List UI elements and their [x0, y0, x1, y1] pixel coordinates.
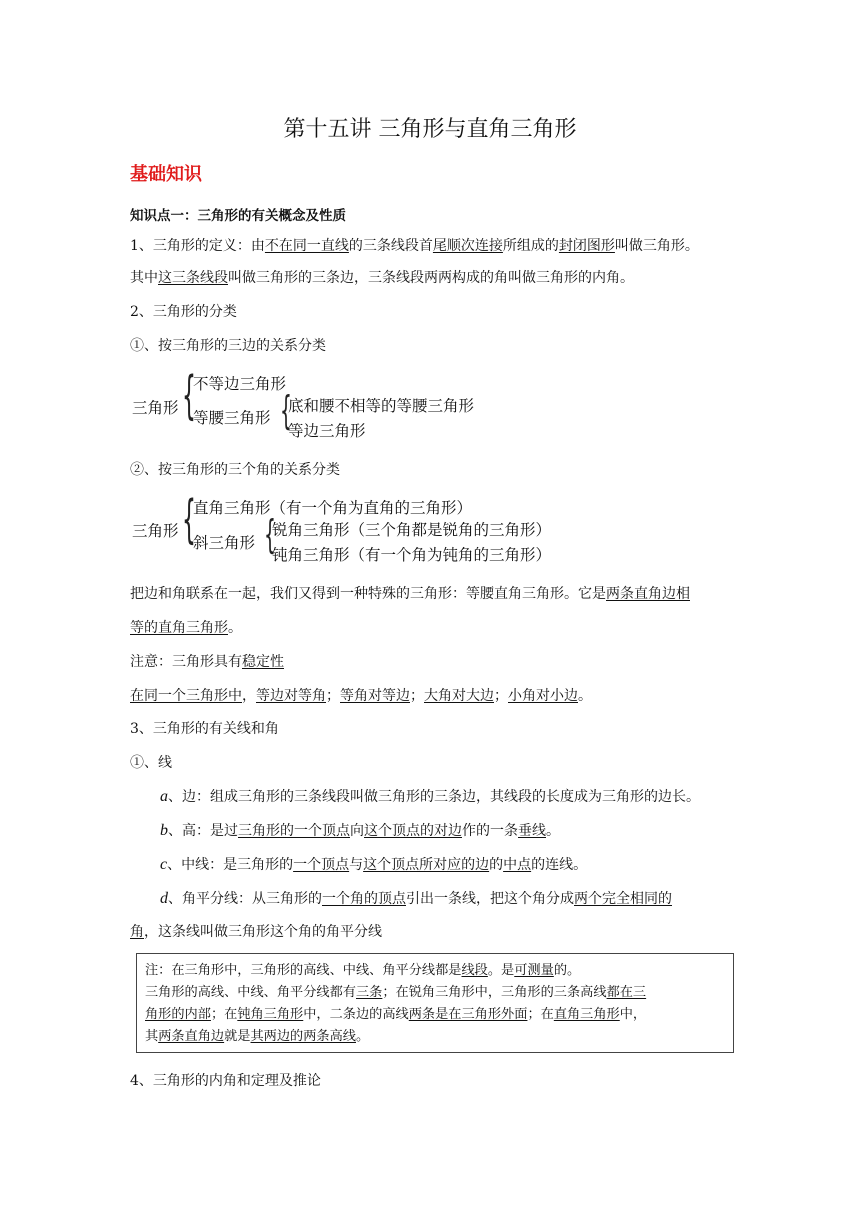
underlined-text: 尾顺次连接: [432, 238, 503, 254]
underlined-text: 封闭图形: [558, 238, 615, 254]
section-heading: 基础知识: [130, 164, 202, 185]
text: 二条边的高线: [329, 1007, 409, 1022]
tree-root-sides: 三角形: [132, 399, 179, 417]
underlined-text: 角: [130, 924, 144, 940]
text: ；: [494, 688, 508, 704]
text: ；: [410, 688, 424, 704]
text: 中，: [303, 1007, 330, 1022]
underlined-text: 等边对等角: [256, 688, 326, 704]
letter: a: [160, 788, 168, 805]
text: 叫做三角形。: [614, 238, 699, 254]
underlined-text: 钝角三角形: [237, 1007, 304, 1022]
text: ，这条线叫做三角形这个角的角平分线: [144, 924, 382, 940]
text: 的。: [553, 963, 581, 978]
isosceles-right-line-1: [130, 584, 690, 604]
letter: c: [160, 856, 168, 873]
text: 、边：组成三角形的三条线段叫做三角形的三条边，其线段的长度成为三角形的边长。: [168, 789, 700, 805]
tree-isosceles: 等腰三角形: [193, 409, 271, 427]
underlined-text: 这三条线段: [158, 270, 228, 286]
underlined-text: 两条直角边: [158, 1029, 225, 1044]
text: ，: [242, 688, 256, 704]
interior-angle-heading: 4、三角形的内角和定理及推论: [130, 1073, 321, 1089]
underlined-text: 大角对大边: [424, 688, 494, 704]
underlined-text: 这个顶点所对应的边: [363, 857, 490, 873]
text: 的: [489, 857, 504, 873]
text: 1、三角形的定义：由: [130, 238, 265, 254]
underlined-text: 角形的内部: [145, 1007, 211, 1022]
classify-by-sides-heading: ①、按三角形的三边的关系分类: [130, 338, 326, 354]
underlined-text: 这个顶点的对边: [364, 823, 462, 839]
underlined-text: 三角形的一个顶点: [238, 823, 350, 839]
underlined-text: 在同一个三角形中: [130, 688, 242, 704]
underlined-text: 等角对等边: [340, 688, 410, 704]
text: 中，: [619, 1007, 647, 1022]
text: 向: [350, 823, 364, 839]
lines-angles-heading: 3、三角形的有关线和角: [130, 721, 279, 737]
tree-equilateral: 等边三角形: [288, 422, 366, 440]
definition-line-1: [130, 236, 699, 256]
brace-icon: {: [280, 388, 292, 435]
lines-heading: ①、线: [130, 755, 172, 771]
text: 引出一条线，把这个角分成: [406, 891, 574, 907]
tree-scalene: 不等边三角形: [193, 375, 287, 393]
text: 其: [145, 1029, 159, 1044]
text: 的连线。: [531, 857, 588, 873]
brace-icon: {: [182, 490, 196, 550]
text: 就是: [224, 1029, 251, 1044]
median-definition: [160, 855, 587, 875]
underlined-text: 等的直角三角形: [130, 620, 228, 636]
edge-definition: [160, 787, 700, 807]
note-line-3: [145, 1004, 725, 1026]
note-line-1: [145, 960, 725, 982]
text: 三角形的高线、中线、角平分线都有: [145, 985, 356, 1000]
text: ；: [326, 688, 340, 704]
text: ；在锐角三角形中，三角形的三条高线: [382, 985, 607, 1000]
text: ；在: [210, 1007, 238, 1022]
text: 。: [578, 688, 592, 704]
underlined-text: 三条: [356, 985, 383, 1000]
knowledge-point-heading: 知识点一：三角形的有关概念及性质: [130, 208, 346, 224]
underlined-text: 稳定性: [242, 654, 284, 670]
tree-root-angles: 三角形: [132, 522, 179, 540]
text: 与: [349, 857, 364, 873]
note-box: [136, 953, 734, 1053]
tree-oblique-triangle: 斜三角形: [193, 534, 256, 552]
underlined-text: 两条直角边相: [606, 586, 690, 602]
same-triangle-rules: [130, 686, 592, 706]
text: 。: [356, 1029, 370, 1044]
underlined-text: 都在三: [606, 985, 647, 1000]
underlined-text: 两条是在三角形外面: [408, 1007, 528, 1022]
stability-note: [130, 652, 284, 672]
underlined-text: 小角对小边: [508, 688, 578, 704]
text: 其中: [130, 270, 158, 286]
underlined-text: 一个角的顶点: [322, 891, 406, 907]
text: ；在: [527, 1007, 554, 1022]
text: 作的一条: [462, 823, 518, 839]
text: 把边和角联系在一起，我们又得到一种特殊的三角形：等腰直角三角形。它是: [130, 586, 606, 602]
underlined-text: 线段: [461, 963, 488, 978]
tree-acute-triangle: 锐角三角形（三个角都是锐角的三角形）: [272, 521, 552, 539]
note-line-2: [145, 982, 725, 1004]
underlined-text: 直角三角形: [553, 1007, 620, 1022]
text: 注：在三角形中，三角形的高线、中线、角平分线都是: [145, 963, 462, 978]
letter: b: [160, 822, 168, 839]
tree-iso-unequal: 底和腰不相等的等腰三角形: [288, 397, 475, 415]
underlined-text: 不在同一直线: [264, 238, 349, 254]
text: 的三条线段首: [348, 238, 433, 254]
tree-obtuse-triangle: 钝角三角形（有一个角为钝角的三角形）: [272, 546, 552, 564]
classify-by-angles-heading: ②、按三角形的三个角的关系分类: [130, 462, 340, 478]
brace-icon: {: [264, 512, 276, 559]
page-title: 第十五讲 三角形与直角三角形: [283, 117, 577, 142]
text: 所组成的: [502, 238, 559, 254]
text: 注意：三角形具有: [130, 654, 242, 670]
bisector-definition-line-1: [160, 889, 672, 909]
brace-icon: {: [182, 366, 196, 426]
isosceles-right-line-2: [130, 618, 242, 638]
text: 、中线：是三角形的: [167, 857, 294, 873]
height-definition: [160, 821, 560, 841]
text: 、高：是过: [168, 823, 238, 839]
underlined-text: 其两边的两条高线: [250, 1029, 356, 1044]
text: 。: [228, 620, 242, 636]
tree-right-triangle: 直角三角形（有一个角为直角的三角形）: [193, 499, 473, 517]
note-line-4: [145, 1026, 725, 1048]
underlined-text: 一个顶点: [293, 857, 350, 873]
definition-line-2: [130, 268, 634, 288]
underlined-text: 垂线: [518, 823, 546, 839]
bisector-definition-line-2: [130, 922, 382, 942]
underlined-text: 中点: [503, 857, 532, 873]
text: 。: [546, 823, 560, 839]
text: 。是: [487, 963, 515, 978]
classification-heading: 2、三角形的分类: [130, 304, 237, 320]
text: 叫做三角形的三条边，三条线段两两构成的角叫做三角形的内角。: [228, 270, 634, 286]
letter: d: [160, 890, 168, 907]
underlined-text: 可测量: [514, 963, 554, 978]
text: 、角平分线：从三角形的: [168, 891, 322, 907]
underlined-text: 两个完全相同的: [574, 891, 672, 907]
